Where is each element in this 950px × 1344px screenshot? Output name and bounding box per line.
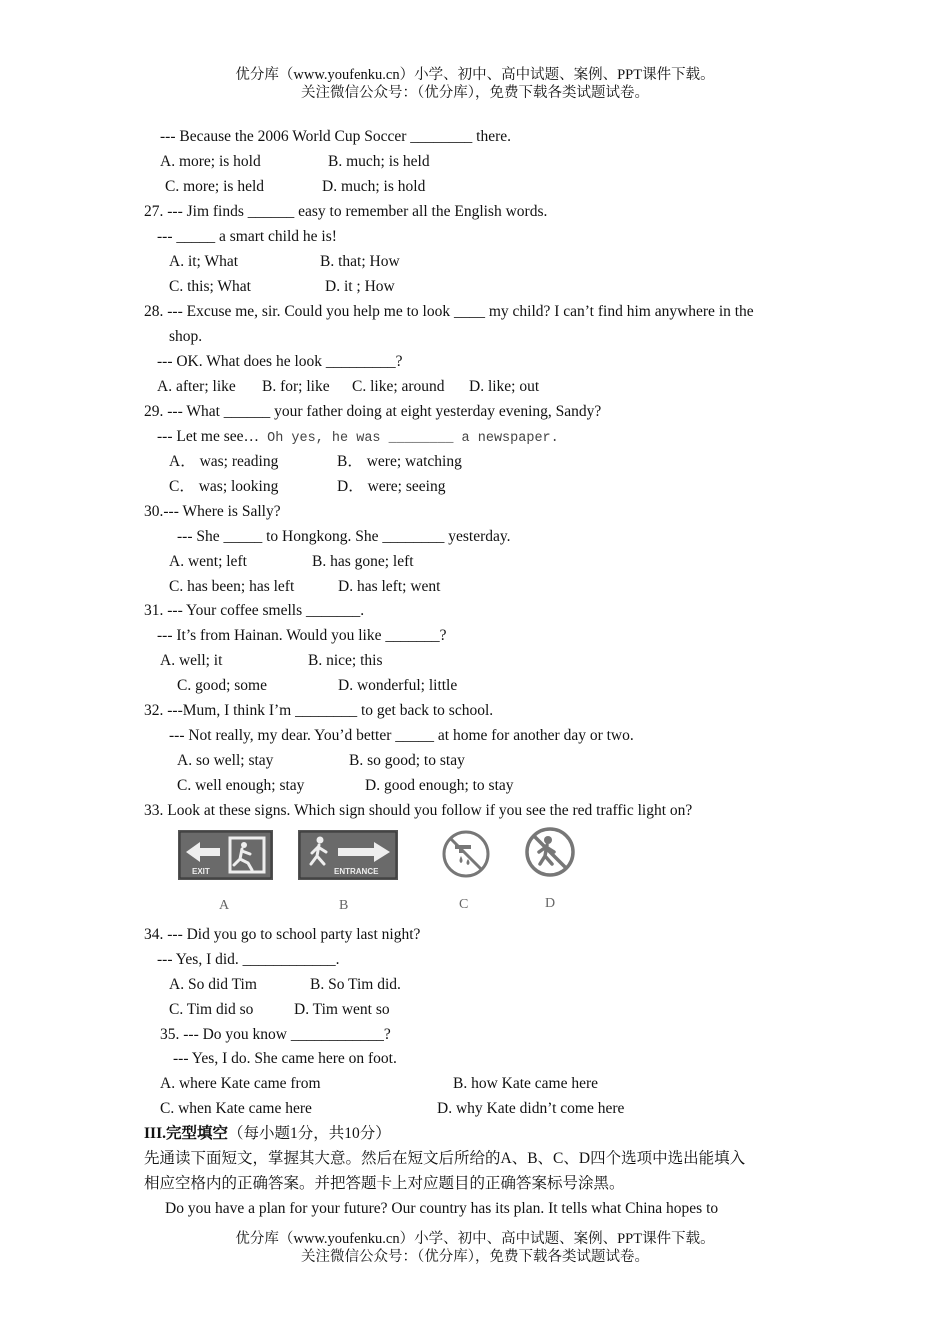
sign-b-entrance <box>298 830 398 880</box>
sign-d-no-crossing <box>524 826 576 878</box>
q27-option-c: C. this; What <box>169 278 251 295</box>
q30-option-d: D. has left; went <box>338 578 441 595</box>
no-water-sign-icon <box>441 829 491 879</box>
q30-stem: 30.--- Where is Sally? <box>144 503 281 520</box>
q31-reply: --- It’s from Hainan. Would you like _______? <box>157 627 447 644</box>
q29-reply <box>157 427 559 449</box>
q29-stem: 29. --- What ______ your father doing at eight yesterday evening, Sandy? <box>144 403 602 420</box>
q32-option-d: D. good enough; to stay <box>365 777 514 794</box>
q34-option-a: A. So did Tim <box>169 976 257 993</box>
section3-title: III.完型填空 <box>144 1125 228 1142</box>
q26-option-b: B. much; is held <box>328 153 430 170</box>
q32-reply: --- Not really, my dear. You’d better _____ at home for another day or two. <box>169 727 634 744</box>
q31-option-b: B. nice; this <box>308 652 383 669</box>
q29-option-a: A． was; reading <box>169 453 279 470</box>
svg-text:EXIT: EXIT <box>192 867 210 876</box>
q27-reply: --- _____ a smart child he is! <box>157 228 337 245</box>
no-pedestrian-sign-icon <box>524 826 576 878</box>
q28-option-a: A. after; like <box>157 378 236 395</box>
q33-stem: 33. Look at these signs. Which sign should you follow if you see the red traffic light on? <box>144 802 693 819</box>
footer-line-2: 关注微信公众号：（优分库），免费下载各类试题试卷。 <box>301 1249 649 1265</box>
q32-stem: 32. ---Mum, I think I’m ________ to get back to school. <box>144 702 494 719</box>
q34-reply: --- Yes, I did. ____________. <box>157 951 340 968</box>
header-line-2: 关注微信公众号：（优分库），免费下载各类试题试卷。 <box>301 85 649 101</box>
svg-text:ENTRANCE: ENTRANCE <box>334 867 379 876</box>
q35-option-c: C. when Kate came here <box>160 1100 312 1117</box>
q31-option-d: D. wonderful; little <box>338 677 458 694</box>
q28-option-d: D. like; out <box>469 378 540 395</box>
q27-option-a: A. it; What <box>169 253 239 270</box>
q35-option-a: A. where Kate came from <box>160 1075 321 1092</box>
q31-stem: 31. --- Your coffee smells _______. <box>144 602 365 619</box>
q32-option-a: A. so well; stay <box>177 752 274 769</box>
sign-d-label: D <box>545 896 556 911</box>
sign-c-no-water <box>441 829 491 879</box>
q30-option-b: B. has gone; left <box>312 553 414 570</box>
q29-reply-part2: Oh yes, he was ________ a newspaper. <box>259 431 559 446</box>
q26-option-c: C. more; is held <box>165 178 265 195</box>
q27-stem: 27. --- Jim finds ______ easy to remember all the English words. <box>144 203 548 220</box>
q34-option-c: C. Tim did so <box>169 1001 254 1018</box>
sign-c-label: C <box>459 897 469 912</box>
q27-option-d: D. it ; How <box>325 278 395 295</box>
q28-option-b: B. for; like <box>262 378 330 395</box>
q29-reply-part1: --- Let me see… <box>157 428 259 445</box>
q29-option-d: D． were; seeing <box>337 478 446 495</box>
q34-stem: 34. --- Did you go to school party last night? <box>144 926 421 943</box>
q28-stem: 28. --- Excuse me, sir. Could you help me to look ____ my child? I can’t find him anywhere in the <box>144 303 754 320</box>
q26-option-d: D. much; is hold <box>322 178 426 195</box>
q31-option-a: A. well; it <box>160 652 223 669</box>
footer-line-1: 优分库（www.youfenku.cn）小学、初中、高中试题、案例、PPT课件下载。 <box>235 1231 715 1247</box>
q34-option-b: B. So Tim did. <box>310 976 401 993</box>
q28-reply: --- OK. What does he look _________? <box>157 353 403 370</box>
header-line-1: 优分库（www.youfenku.cn）小学、初中、高中试题、案例、PPT课件下载。 <box>235 67 715 83</box>
q31-option-c: C. good; some <box>177 677 267 694</box>
section3-passage: Do you have a plan for your future? Our country has its plan. It tells what China hopes to <box>165 1200 719 1217</box>
section3-heading <box>144 1124 391 1144</box>
q27-option-b: B. that; How <box>320 253 400 270</box>
q35-option-d: D. why Kate didn’t come here <box>437 1100 625 1117</box>
q29-option-c: C． was; looking <box>169 478 279 495</box>
entrance-sign-icon <box>298 830 398 880</box>
q35-option-b: B. how Kate came here <box>453 1075 599 1092</box>
section3-score: （每小题1分，共10分） <box>227 1125 391 1142</box>
q29-option-b: B． were; watching <box>337 453 462 470</box>
q28-stem-cont: shop. <box>169 328 203 345</box>
sign-b-label: B <box>339 898 349 913</box>
section3-instruction-1: 先通读下面短文，掌握其大意。然后在短文后所给的A、B、C、D四个选项中选出能填入 <box>144 1150 746 1167</box>
q30-reply: --- She _____ to Hongkong. She ________ yesterday. <box>177 528 511 545</box>
q26-answer-line: --- Because the 2006 World Cup Soccer ________ there. <box>160 128 511 145</box>
page-footer <box>0 1230 950 1266</box>
sign-a-exit <box>178 830 273 880</box>
page-header <box>0 66 950 102</box>
q30-option-a: A. went; left <box>169 553 247 570</box>
q32-option-b: B. so good; to stay <box>349 752 465 769</box>
q32-option-c: C. well enough; stay <box>177 777 305 794</box>
q34-option-d: D. Tim went so <box>294 1001 390 1018</box>
q30-option-c: C. has been; has left <box>169 578 295 595</box>
q35-stem: 35. --- Do you know ____________? <box>160 1026 391 1043</box>
q35-reply: --- Yes, I do. She came here on foot. <box>173 1050 397 1067</box>
q28-option-c: C. like; around <box>352 378 445 395</box>
sign-a-label: A <box>219 898 230 913</box>
exit-sign-icon <box>178 830 273 880</box>
section3-instruction-2: 相应空格内的正确答案。并把答题卡上对应题目的正确答案标号涂黑。 <box>144 1175 625 1192</box>
q26-option-a: A. more; is hold <box>160 153 261 170</box>
